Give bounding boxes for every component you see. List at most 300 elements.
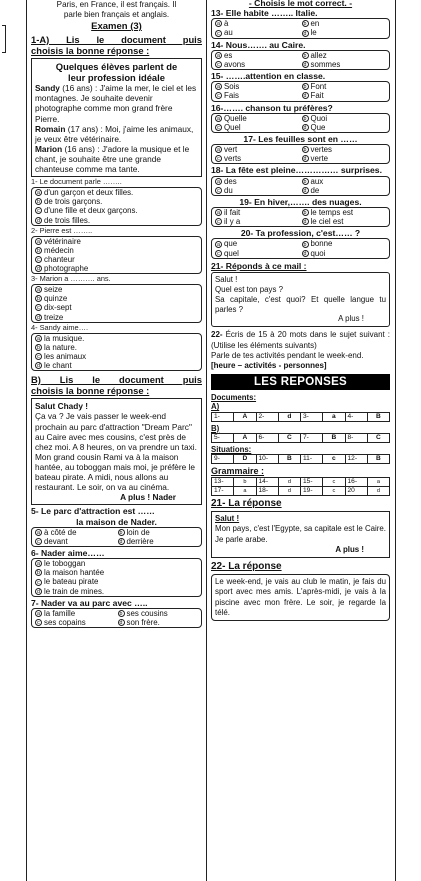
answer-option[interactable] xyxy=(35,577,198,586)
option-text: aux xyxy=(310,176,324,186)
answer-number: 17- xyxy=(212,487,234,496)
options-box xyxy=(31,236,202,275)
option-letter-circle: d xyxy=(302,92,309,99)
grammar-question-head: 20- Ta profession, c'est…… ? xyxy=(240,228,361,239)
name-sandy: Sandy xyxy=(35,83,60,94)
option-letter-circle: c xyxy=(35,353,42,360)
option-letter-circle: a xyxy=(215,20,222,27)
grammar-options-box xyxy=(211,144,390,164)
right-column xyxy=(211,0,390,621)
grammar-options-box xyxy=(211,81,390,101)
answer-value: d xyxy=(278,478,300,487)
answer-number: 12- xyxy=(345,455,367,464)
option-letter-circle: d xyxy=(302,30,309,37)
option-letter-circle: c xyxy=(215,61,222,68)
option-text: Fait xyxy=(310,91,324,101)
answer-option[interactable] xyxy=(35,361,198,370)
option-letter-circle: b xyxy=(35,344,42,351)
option-letter-circle: b xyxy=(35,295,42,302)
option-letter-circle: b xyxy=(118,610,125,617)
option-text: le train de mines. xyxy=(44,586,105,596)
options-box xyxy=(31,187,202,226)
answer-option[interactable] xyxy=(35,559,198,568)
option-text: que xyxy=(224,239,238,249)
option-letter-circle: c xyxy=(215,250,222,257)
answer-option[interactable] xyxy=(35,587,198,596)
reading-questions xyxy=(31,178,202,371)
option-text: au xyxy=(224,28,233,38)
answer-21-greeting: Salut ! xyxy=(215,514,240,524)
answer-option[interactable] xyxy=(215,19,300,28)
answer-option[interactable] xyxy=(215,114,300,123)
option-text: d'une fille et deux garçons. xyxy=(44,206,138,216)
answer-option[interactable] xyxy=(302,145,387,154)
answer-21-body: Mon pays, c'est l'Egypte, sa capitale est le Caire. Je parle arabe. xyxy=(215,524,386,544)
option-letter-circle: d xyxy=(35,362,42,369)
choose-correct-title: - Choisis le mot correct. - xyxy=(248,0,353,8)
answer-21-sign: A plus ! xyxy=(335,544,364,554)
reading-text-box xyxy=(31,58,202,177)
option-text: photographe xyxy=(44,264,89,273)
question-head: 5- Le parc d'attraction est …… xyxy=(31,506,155,517)
answer-value: c xyxy=(323,487,345,496)
answer-option[interactable] xyxy=(302,51,387,60)
option-text: ses copains xyxy=(44,618,86,628)
mail-line-2: Sa capitale, c'est quoi? Et quelle langue tu parles ? xyxy=(215,294,386,314)
intro-line-1: Paris, en France, il est français. Il xyxy=(56,0,177,9)
grammar-options-box xyxy=(211,176,390,196)
option-text: devant xyxy=(44,536,68,546)
answer-option[interactable] xyxy=(35,618,116,627)
option-letter-circle: a xyxy=(35,238,42,245)
answer-number: 16- xyxy=(345,478,367,487)
answer-option[interactable] xyxy=(215,186,300,195)
option-text: en xyxy=(310,19,320,29)
answer-option[interactable] xyxy=(302,239,387,248)
left-margin-line xyxy=(26,0,27,881)
answer-value: a xyxy=(367,478,389,487)
answer-option[interactable] xyxy=(35,528,116,537)
option-text: des xyxy=(224,176,237,186)
option-text: la nature. xyxy=(44,342,77,352)
intro-line-2: parle bien français et anglais. xyxy=(63,10,170,20)
option-letter-circle: b xyxy=(35,247,42,254)
situations-label: Situations: xyxy=(211,444,252,454)
answer-option[interactable] xyxy=(215,249,300,258)
option-text: Fais xyxy=(224,91,239,101)
question-head: 6- Nader aime…… xyxy=(31,548,105,559)
option-text: du xyxy=(224,185,233,195)
answer-value: B xyxy=(278,455,300,464)
answer-value: b xyxy=(234,478,256,487)
question-head: la maison de Nader. xyxy=(76,516,157,527)
question-label: 1- Le document parle …….. xyxy=(31,177,122,187)
answer-value: D xyxy=(234,455,256,464)
paragraph-marion xyxy=(35,144,198,174)
option-text: derrière xyxy=(126,536,154,546)
letter-box xyxy=(31,398,202,505)
question-head: 7- Nader va au parc avec ….. xyxy=(31,597,148,608)
option-letter-circle: b xyxy=(302,115,309,122)
option-text: sommes xyxy=(310,59,341,69)
answer-value: d xyxy=(278,487,300,496)
option-letter-circle: d xyxy=(35,588,42,595)
answer-option[interactable] xyxy=(35,313,198,322)
reading-title-line-2: leur profession idéale xyxy=(68,72,165,84)
writing-task xyxy=(211,330,390,372)
answer-option[interactable] xyxy=(215,123,300,132)
option-letter-circle: c xyxy=(35,538,42,545)
option-letter-circle: b xyxy=(302,178,309,185)
section-b-title xyxy=(31,374,202,396)
options-box xyxy=(31,558,202,597)
grammar-options-box xyxy=(211,238,390,258)
exam-title: Examen (3) xyxy=(91,21,142,33)
answer-option[interactable] xyxy=(302,177,387,186)
mail-sign: A plus ! xyxy=(338,314,364,324)
answers-banner: LES REPONSES xyxy=(211,374,390,390)
option-letter-circle: a xyxy=(215,115,222,122)
intro-text xyxy=(31,0,202,20)
answer-option[interactable] xyxy=(35,334,198,343)
section-b-line-2: choisis la bonne réponse : xyxy=(31,385,150,397)
mail-box xyxy=(211,272,390,327)
answer-option[interactable] xyxy=(118,609,199,618)
grammar-options-box xyxy=(211,18,390,38)
option-text: vert xyxy=(224,145,238,155)
answer-option[interactable] xyxy=(35,188,198,197)
answer-option[interactable] xyxy=(35,206,198,215)
option-letter-circle: d xyxy=(302,61,309,68)
option-letter-circle: c xyxy=(35,304,42,311)
option-text: la musique. xyxy=(44,333,85,343)
answer-option[interactable] xyxy=(35,255,198,264)
option-text: bonne xyxy=(310,239,333,249)
answer-option[interactable] xyxy=(35,237,198,246)
option-text: loin de xyxy=(126,527,150,537)
mail-greeting: Salut ! xyxy=(215,274,238,284)
option-letter-circle: c xyxy=(35,207,42,214)
right-margin-line xyxy=(395,0,396,881)
answer-number: 4- xyxy=(345,412,367,421)
answer-option[interactable] xyxy=(302,28,387,37)
option-letter-circle: c xyxy=(215,92,222,99)
grammar-question-head: 13- Elle habite …….. Italie. xyxy=(211,8,318,19)
answer-value: a xyxy=(234,487,256,496)
option-letter-circle: c xyxy=(215,218,222,225)
option-text: la maison hantée xyxy=(44,568,105,578)
options-box xyxy=(31,333,202,372)
option-letter-circle: b xyxy=(302,146,309,153)
option-text: Quel xyxy=(224,122,241,132)
answers-b-label: B) xyxy=(211,423,220,433)
option-letter-circle: d xyxy=(35,217,42,224)
option-text: les animaux xyxy=(44,351,87,361)
option-letter-circle: d xyxy=(302,155,309,162)
answer-option[interactable] xyxy=(215,145,300,154)
option-text: à xyxy=(224,19,229,29)
option-text: de xyxy=(310,185,320,195)
grammar-question-head: 14- Nous……. au Caire. xyxy=(211,39,306,50)
option-letter-circle: d xyxy=(35,265,42,272)
answer-value: a xyxy=(323,412,345,421)
grammar-options-box xyxy=(211,50,390,70)
answer-option[interactable] xyxy=(118,528,199,537)
answer-option[interactable] xyxy=(215,208,300,217)
answer-value: C xyxy=(367,433,389,442)
option-letter-circle: a xyxy=(35,560,42,567)
answer-row xyxy=(212,487,390,496)
answer-number: 15- xyxy=(301,478,323,487)
letter-body: Ça va ? Je vais passer le week-end prochain au parc d'attraction "Dream Parc" au Caire avec mes cousins, c'est près de chez moi. A 8 heures, on va prendre un taxi. Mon grand cousin Rami va à la maison hantée, au toboggan mais moi, je préfère le bateau pirate. A midi, nous allons au restaurant. Le soir, on va au cinéma. xyxy=(35,411,197,493)
answer-number: 5- xyxy=(212,433,234,442)
option-text: verte xyxy=(310,154,329,164)
answer-option[interactable] xyxy=(302,249,387,258)
answer-value: c xyxy=(323,455,345,464)
answer-number: 10- xyxy=(256,455,278,464)
answer-22-box xyxy=(211,574,390,621)
option-letter-circle: a xyxy=(35,286,42,293)
option-text: le chant xyxy=(44,361,72,370)
option-letter-circle: a xyxy=(215,178,222,185)
option-letter-circle: d xyxy=(302,187,309,194)
answer-option[interactable] xyxy=(215,60,300,69)
mail-line-1: Quel est ton pays ? xyxy=(215,284,283,294)
option-letter-circle: d xyxy=(302,250,309,257)
option-letter-circle: b xyxy=(35,198,42,205)
section-a-line-1: 1-A) Lis le document puis xyxy=(31,33,202,45)
margin-mark xyxy=(2,25,6,53)
option-text: de trois filles. xyxy=(44,215,91,225)
answer-option[interactable] xyxy=(35,285,198,294)
option-letter-circle: c xyxy=(215,155,222,162)
answer-value: B xyxy=(323,433,345,442)
grammar-questions xyxy=(211,8,390,259)
answer-value: c xyxy=(323,478,345,487)
option-letter-circle: b xyxy=(302,83,309,90)
option-letter-circle: a xyxy=(35,610,42,617)
option-text: le temps est xyxy=(310,208,354,217)
answer-22-title: 22- La réponse xyxy=(211,561,282,573)
answer-option[interactable] xyxy=(215,91,300,100)
option-letter-circle: a xyxy=(215,52,222,59)
answer-option[interactable] xyxy=(35,294,198,303)
question-label: 2- Pierre est …….. xyxy=(31,225,93,235)
option-letter-circle: b xyxy=(302,209,309,216)
answer-row xyxy=(212,412,390,421)
section-b-line-1: B) Lis le document puis xyxy=(31,374,202,386)
answer-option[interactable] xyxy=(118,537,199,546)
option-letter-circle: c xyxy=(215,30,222,37)
answer-option[interactable] xyxy=(118,618,199,627)
option-letter-circle: b xyxy=(35,569,42,576)
grammar-question-head: 16-……. chanson tu préfères? xyxy=(211,102,333,113)
option-text: vertes xyxy=(310,145,332,155)
answer-value: B xyxy=(367,455,389,464)
answer-option[interactable] xyxy=(35,568,198,577)
option-text: Font xyxy=(310,82,327,92)
writing-task-line-2: Parle de tes activités pendant le week-end. xyxy=(211,351,364,361)
writing-task-number: 22- xyxy=(211,330,223,340)
option-text: quinze xyxy=(44,294,68,304)
answers-a-table xyxy=(211,412,390,422)
option-text: verts xyxy=(224,154,242,164)
option-text: la famille xyxy=(44,608,76,618)
option-letter-circle: a xyxy=(35,529,42,536)
answer-number: 6- xyxy=(256,433,278,442)
option-text: Sois xyxy=(224,82,240,92)
answer-option[interactable] xyxy=(302,217,387,226)
grammar-options-box xyxy=(211,113,390,133)
answer-option[interactable] xyxy=(35,609,116,618)
reading-text-title xyxy=(35,61,198,83)
option-text: le xyxy=(310,28,317,38)
answer-option[interactable] xyxy=(302,208,387,217)
answer-value: d xyxy=(367,487,389,496)
answers-a-label: A) xyxy=(211,402,220,412)
answer-value: B xyxy=(367,412,389,421)
answer-option[interactable] xyxy=(215,51,300,60)
question-label: 4- Sandy aime…. xyxy=(31,322,89,332)
answer-option[interactable] xyxy=(35,343,198,352)
answer-option[interactable] xyxy=(302,91,387,100)
answer-option[interactable] xyxy=(215,154,300,163)
option-text: ses cousins xyxy=(126,608,168,618)
option-text: allez xyxy=(310,50,327,60)
option-letter-circle: b xyxy=(302,20,309,27)
answer-21-title: 21- La réponse xyxy=(211,498,282,510)
section-a-line-2: choisis la bonne réponse : xyxy=(31,44,150,56)
option-text: il y a xyxy=(224,217,241,227)
answer-value: d xyxy=(278,412,300,421)
answer-option[interactable] xyxy=(302,123,387,132)
paragraph-sandy xyxy=(35,83,198,123)
option-letter-circle: c xyxy=(35,619,42,626)
answer-option[interactable] xyxy=(35,537,116,546)
answer-option[interactable] xyxy=(215,239,300,248)
writing-task-hint: [heure – activités - personnes] xyxy=(211,361,327,371)
option-text: quoi xyxy=(310,248,326,258)
option-text: il fait xyxy=(224,208,241,217)
answer-option[interactable] xyxy=(35,303,198,312)
answer-option[interactable] xyxy=(35,216,198,225)
grammar-options-box xyxy=(211,207,390,227)
option-letter-circle: a xyxy=(35,335,42,342)
option-letter-circle: c xyxy=(215,187,222,194)
answer-option[interactable] xyxy=(302,82,387,91)
option-text: Que xyxy=(310,122,326,132)
option-letter-circle: a xyxy=(215,209,222,216)
option-letter-circle: d xyxy=(35,314,42,321)
answer-option[interactable] xyxy=(302,19,387,28)
option-text: treize xyxy=(44,312,64,322)
option-letter-circle: d xyxy=(302,124,309,131)
answer-option[interactable] xyxy=(302,60,387,69)
option-text: dix-sept xyxy=(44,303,72,313)
answer-number: 3- xyxy=(301,412,323,421)
option-text: avons xyxy=(224,59,246,69)
option-letter-circle: b xyxy=(302,241,309,248)
option-text: vétérinaire xyxy=(44,236,81,246)
option-text: Quoi xyxy=(310,113,328,123)
options-box xyxy=(31,608,202,628)
answer-number: 13- xyxy=(212,478,234,487)
option-letter-circle: d xyxy=(118,619,125,626)
answer-row xyxy=(212,433,390,442)
answer-option[interactable] xyxy=(35,197,198,206)
option-letter-circle: a xyxy=(35,189,42,196)
option-text: le toboggan xyxy=(44,559,86,569)
answer-row xyxy=(212,478,390,487)
option-letter-circle: a xyxy=(215,241,222,248)
answer-number: 11- xyxy=(301,455,323,464)
answer-option[interactable] xyxy=(215,217,300,226)
options-box xyxy=(31,527,202,547)
question-label: 3- Marion a ………. ans. xyxy=(31,274,111,284)
name-marion: Marion xyxy=(35,143,63,154)
answer-option[interactable] xyxy=(302,114,387,123)
answer-option[interactable] xyxy=(215,28,300,37)
option-text: médecin xyxy=(44,245,74,255)
grammaire-label: Grammaire : xyxy=(211,466,265,477)
answer-number: 8- xyxy=(345,433,367,442)
grammar-question-head: 15- …….attention en classe. xyxy=(211,71,326,82)
answer-value: A xyxy=(234,412,256,421)
answer-number: 9- xyxy=(212,455,234,464)
option-text: es xyxy=(224,50,233,60)
answer-21-box xyxy=(211,511,390,558)
writing-task-text: Écris de 15 à 20 mots dans le sujet suivant : (Utilise les éléments suivants) xyxy=(211,330,390,350)
option-letter-circle: d xyxy=(118,538,125,545)
answers-b-table xyxy=(211,433,390,443)
letter-questions xyxy=(31,506,202,628)
option-text: quel xyxy=(224,248,239,258)
answer-option[interactable] xyxy=(35,246,198,255)
answer-option[interactable] xyxy=(35,352,198,361)
answer-value: C xyxy=(278,433,300,442)
paragraph-romain xyxy=(35,124,198,144)
option-text: à côté de xyxy=(44,527,77,537)
option-text: de trois garçons. xyxy=(44,197,103,207)
situations-table xyxy=(211,454,390,464)
option-letter-circle: a xyxy=(215,146,222,153)
name-romain: Romain xyxy=(35,123,66,134)
grammar-question-head: 18- La fête est pleine…………… surprises. xyxy=(211,165,382,176)
letter-signature: A plus ! Nader xyxy=(120,492,176,503)
option-text: son frère. xyxy=(126,618,160,628)
answer-number: 7- xyxy=(301,433,323,442)
answer-option[interactable] xyxy=(35,264,198,273)
answer-number: 14- xyxy=(256,478,278,487)
letter-greeting: Salut Chady ! xyxy=(35,401,89,412)
column-divider xyxy=(206,0,207,881)
answer-option[interactable] xyxy=(302,154,387,163)
text-romain: (17 ans) : Moi, j'aime les animaux, je veux être vétérinaire. xyxy=(35,123,194,144)
text-marion: (16 ans) : J'adore la musique et le chant, je souhaite être une grande chanteuse comme ma tante. xyxy=(35,143,190,175)
option-letter-circle: c xyxy=(35,579,42,586)
answer-option[interactable] xyxy=(215,82,300,91)
answer-number: 20 xyxy=(345,487,367,496)
grammar-question-head: 19- En hiver,……. des nuages. xyxy=(239,196,362,207)
answer-number: 18- xyxy=(256,487,278,496)
left-column xyxy=(31,0,202,629)
answer-option[interactable] xyxy=(215,177,300,186)
answer-option[interactable] xyxy=(302,186,387,195)
option-letter-circle: c xyxy=(35,256,42,263)
option-text: le ciel est xyxy=(310,217,344,227)
option-text: Quelle xyxy=(224,113,247,123)
answer-number: 1- xyxy=(212,412,234,421)
